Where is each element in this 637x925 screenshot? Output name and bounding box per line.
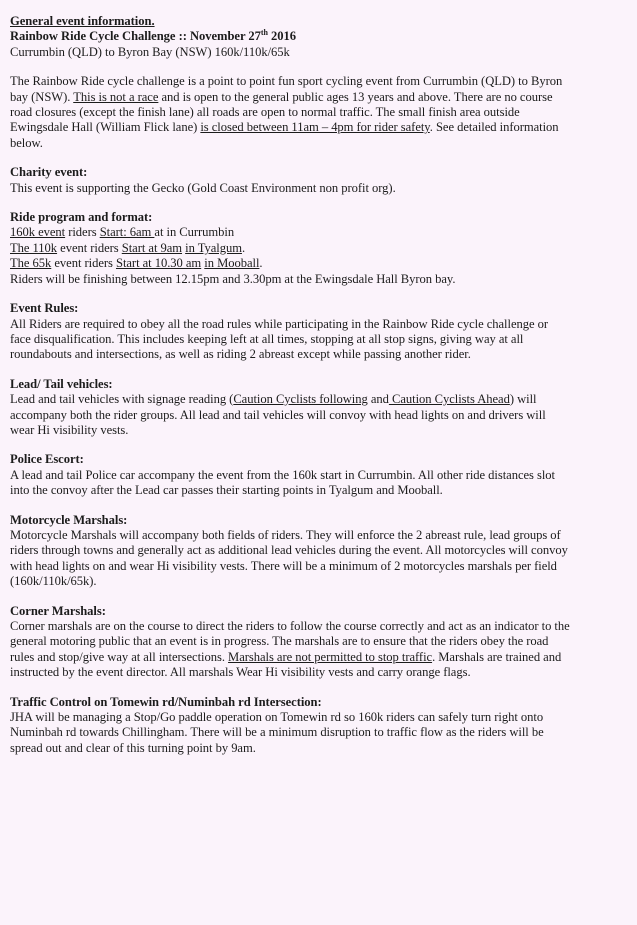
- section-heading: Charity event:: [10, 165, 88, 180]
- rules-section: Event Rules: All Riders are required to obey all the road rules while participating in the Rainbow Ride cycle challenge or face disqualification. This includes keeping left at all times, stopping at all stop signs, giving way at all roundabouts and intersections, as well as riding 2 abreast except while passing another rider.: [10, 301, 637, 363]
- section-heading: Event Rules:: [10, 301, 79, 316]
- program-item-110k: The 110k event riders Start at 9am in Tyalgum.: [10, 240, 246, 255]
- corner-section: Corner Marshals: Corner marshals are on the course to direct the riders to follow the course correctly and act as an indicator to the general motoring public that an event is in progress. The marshals are to ensure that the riders obey the road rules and stop/give way at all intersections. Marshals are not permitted to stop traffic. Marshals are trained and instructed by the event director. All marshals Wear Hi visibility vests and carry orange flags.: [10, 604, 637, 681]
- section-heading: Corner Marshals:: [10, 603, 106, 618]
- traffic-section: Traffic Control on Tomewin rd/Numinbah rd Intersection: JHA will be managing a Stop/Go paddle operation on Tomewin rd so 160k riders can safely turn right onto Numinbah rd towards Chillingham. There will be a minimum disruption to traffic flow as the riders will be spread out and clear of this turning point by 9am.: [10, 695, 637, 757]
- section-heading: Motorcycle Marshals:: [10, 512, 128, 527]
- not-a-race-note: This is not a race: [73, 89, 159, 104]
- program-item-160k: 160k event riders Start: 6am at in Currumbin: [10, 225, 235, 240]
- section-heading: Traffic Control on Tomewin rd/Numinbah rd Intersection:: [10, 694, 322, 709]
- event-route: Currumbin (QLD) to Byron Bay (NSW) 160k/110k/65k: [10, 44, 290, 59]
- section-heading: Lead/ Tail vehicles:: [10, 376, 113, 391]
- program-finish-note: Riders will be finishing between 12.15pm and 3.30pm at the Ewingsdale Hall Byron bay.: [10, 271, 456, 286]
- document-title: General event information.: [10, 14, 155, 28]
- intro-paragraph: The Rainbow Ride cycle challenge is a point to point fun sport cycling event from Currumbin (QLD) to Byron bay (NSW). This is not a race and is open to the general public ages 13 years and above. There are no course road closures (except the finish lane) all roads are open to normal traffic. The small finish area outside Ewingsdale Hall (William Flick lane) is closed between 11am – 4pm for rider safety. See detailed information below.: [10, 74, 563, 150]
- police-section: Police Escort: A lead and tail Police car accompany the event from the 160k start in Currumbin. All other ride distances slot into the convoy after the Lead car passes their starting points in Tyalgum and Mooball.: [10, 452, 637, 498]
- vehicles-section: Lead/ Tail vehicles: Lead and tail vehicles with signage reading (Caution Cyclists following and Caution Cyclists Ahead) will accompany both the rider groups. All lead and tail vehicles will convoy with head lights on and drivers will wear Hi visibility vests.: [10, 377, 637, 439]
- program-item-65k: The 65k event riders Start at 10.30 am in Mooball.: [10, 256, 263, 271]
- closure-note: is closed between 11am – 4pm for rider safety: [200, 120, 430, 135]
- event-name: Rainbow Ride Cycle Challenge :: November 27th 2016: [10, 28, 296, 44]
- charity-section: Charity event: This event is supporting the Gecko (Gold Coast Environment non profit org).: [10, 165, 637, 196]
- program-section: [10, 210, 637, 287]
- section-heading: Police Escort:: [10, 452, 84, 467]
- section-heading: Ride program and format:: [10, 210, 153, 225]
- motorcycle-section: Motorcycle Marshals: Motorcycle Marshals will accompany both fields of riders. They will enforce the 2 abreast rule, lead groups of riders through towns and generally act as additional lead vehicles during the event. All motorcycles will convoy with head lights on and wear Hi visibility vests. There will be a minimum of 2 motorcycles marshals per field (160k/110k/65k).: [10, 513, 637, 590]
